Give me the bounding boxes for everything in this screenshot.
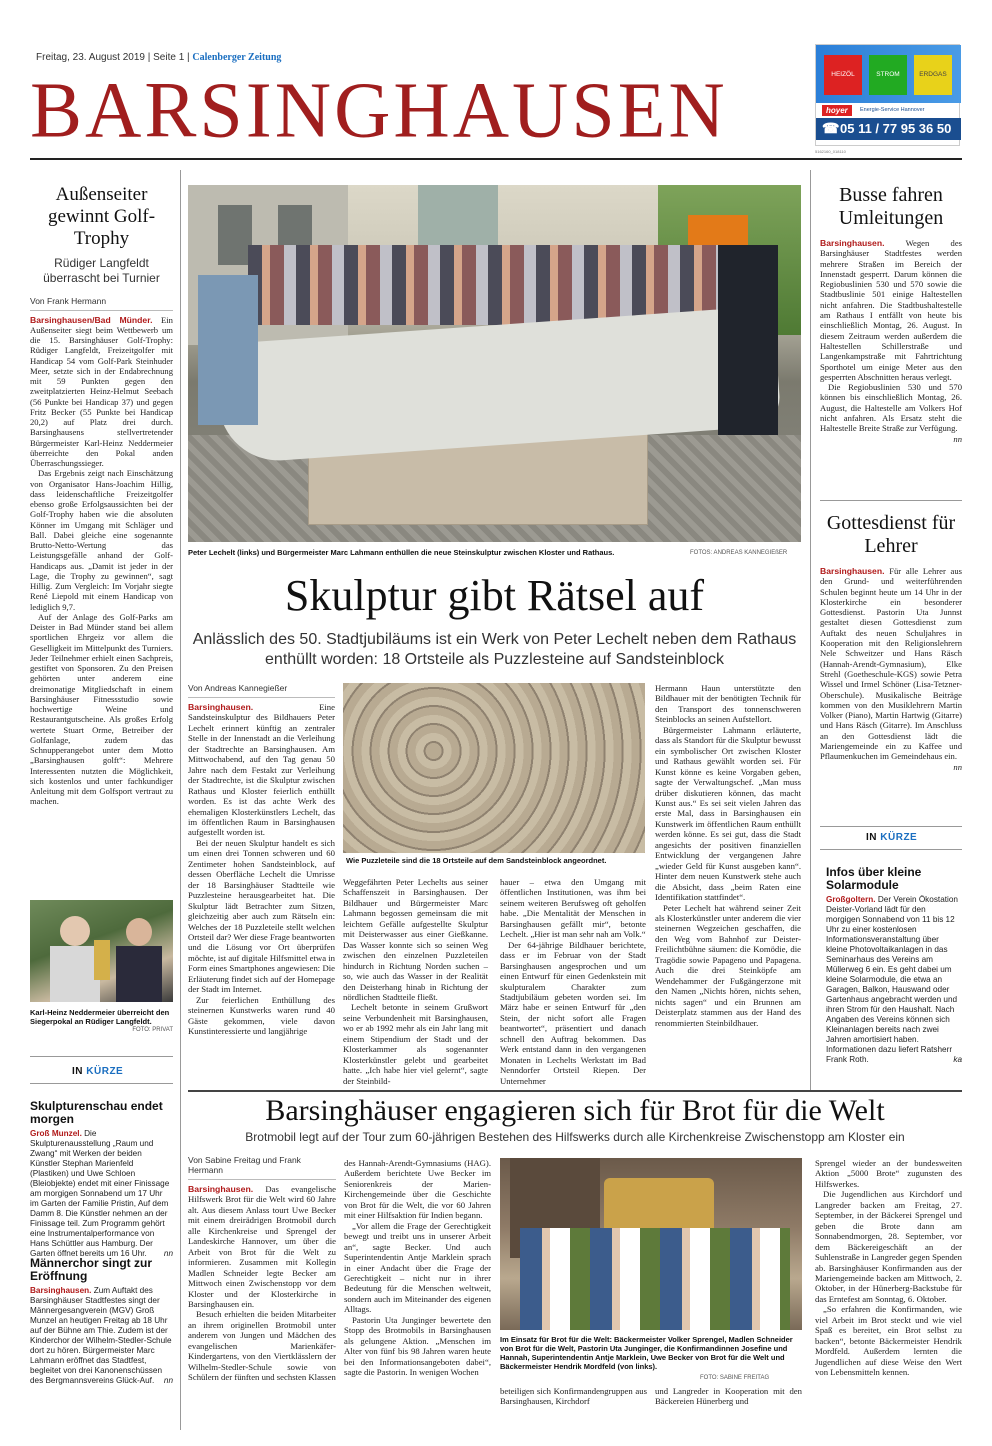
main-c2: Weggefährten Peter Lechelts aus seiner Schaffenszeit in Barsinghausen. Der Bildhauer und Bürgermeister Marc Lahmann begossen gemeinsam die mit leichtem Gefälle aufgestellte Skulptur mit Deisterwasser aus einer Gießkanne. Das Wasser konnte sich so seinen Weg zwischen den einzelnen Puzzleteilen hindurch in Richtung Norden suchen – so, wie auch das Wasser in der Realität den Deisterhang hinab in Richtung der nördlichen Stadtteile fließt.	[343, 877, 488, 1002]
left-brief-1-text: Die Skulpturenausstellung „Raum und Zwang“ mit Werken der beiden Künstler Stephan Marienfeld (Plastiken) und Uwe Schloen (Bleiobjekte) endet mit einer Finissage am morgigen Sonnabend um 17 Uhr im Garten der Familie Pristin, Auf dem Damm 8. Die Künstler nehmen an der Finissage teil. Zum Programm gehört eine Instrumentalperformance von Hans Schüttler aus Hamburg. Der Garten öffnet bereits um 16 Uhr.	[30, 1129, 170, 1258]
main-c1c: Zur feierlichen Enthüllung des steinernen Kunstwerks waren rund 40 Gäste gekommen, viele davon Kunstinteressierte und langjährige	[188, 994, 335, 1037]
ad-slogan: Energie-Service Hannover	[860, 107, 925, 113]
kurz-rule-left-2	[30, 1083, 173, 1084]
brot-c1b: Besuch erhielten die beiden Mitarbeiter an ihrem originellen Brotmobil unter anderem von Jungen und Mädchen des evangelischen Marienkäfer-Kindergartens, von den Viertklässlern der Wilhelm-Stedler-Schule sowie von Schülern der fünften und sechsten Klassen	[188, 1309, 336, 1383]
left-brief-1	[30, 1100, 173, 1259]
left-kurz-label	[72, 1066, 123, 1077]
person-1-head	[60, 916, 90, 946]
hoyer-ad[interactable]	[815, 44, 960, 146]
brot-headline: Barsinghäuser engagieren sich für Brot für die Welt	[265, 1094, 885, 1127]
main-photo-credit: FOTOS: ANDREAS KANNEGIEßER	[690, 550, 788, 556]
left-body	[30, 315, 173, 807]
right-brief-text: Der Verein Ökostation Deister-Vorland lädt für den morgigen Sonnabend von 11 bis 12 Uhr zu einer kostenlosen Informationsveranstaltung über kleine Photovoltaikanlagen in das Seminarhaus des Vereins am Müllerweg 6 ein. Es geht dabei um kleine Solarmodule, die etwa an Garagen, Balkon, Hauswand oder Gartenhaus angebracht werden und ihren Strom für den Haushalt. Nach Angaben des Vereins können sich Kleinanlagen bereits nach zwei Jahren amortisiert haben. Informationen dazu liefert Ratsherr Frank Roth.	[826, 895, 958, 1064]
window-1	[218, 205, 252, 265]
brot-caption: Im Einsatz für Brot für die Welt: Bäckermeister Volker Sprengel, Madlen Schneider von Brot für die Welt, Pastorin Uta Junginger, die Konfirmandinnen Josefine und Hannah, Superintendentin Antje Marklein, Uwe Becker von Brot für die Welt und Bäckermeister Hendrik Mordfeld (von links).	[500, 1335, 793, 1371]
brot-c1: Das evangelische Hilfswerk Brot für die Welt wird 60 Jahre alt. Aus diesem Anlass tourt Uwe Becker mit einem dreirädrigen Brotmobil durch alle Kirchenkreise und Sprengel der Landeskirche Hannover, um über die Arbeit von Brot für die Welt zu informieren. Zusammen mit Kollegin Madlen Schneider legte Becker am Mittwoch einen Zwischenstopp vor dem Kloster und der Klosterkirche in Barsinghausen ein.	[188, 1184, 336, 1309]
right-kurz-rule-2	[820, 849, 962, 850]
brot-col-1-text	[188, 1184, 336, 1383]
brot-subhead: Brotmobil legt auf der Tour zum 60-jährigen Bestehen des Hilfswerks durch alle Kirchenkreise Zwischenstopp am Kloster ein	[245, 1130, 905, 1144]
right-brief-head: Infos über kleine Solarmodule	[826, 865, 922, 892]
left-brief-1-sig: nn	[163, 1249, 173, 1258]
brot-top-rule	[188, 1090, 962, 1092]
brot-credit: FOTO: SABINE FREITAG	[700, 1375, 770, 1381]
ad-phone: 05 11 / 77 95 36 50	[840, 121, 952, 136]
left-brief-1-loc: Groß Munzel.	[30, 1129, 82, 1138]
golf-caption	[30, 1008, 173, 1035]
right-loc-1: Barsinghausen.	[820, 238, 885, 248]
left-brief-2	[30, 1257, 173, 1386]
right-loc-2: Barsinghausen.	[820, 566, 885, 576]
main-c1b: Bei der neuen Skulptur handelt es sich um einen drei Tonnen schweren und 60 Zentimeter hohen Sandsteinblock, auf dessen Oberfläche Lechelt die Umrisse der 18 Barsinghäuser Stadtteile wie Puzzlesteine herausgearbeitet hat. Die Skulptur lädt Betrachter zum Sitzen, gleichzeitig aber auch zum Rätseln ein: Welches der 18 Puzzleteile stellt welchen Ortsteil dar? Wer diese Frage beantworten und die Lösung vor Ort überprüfen möchte, ist auf digitale Hilfsmittel etwa in Form eines Smartphones angewiesen: Die Erläuterung findet sich auf der Homepage der Stadt im Internet.	[188, 837, 335, 995]
right-column	[820, 184, 962, 444]
puzzle-photo	[343, 683, 645, 853]
main-photo-caption: Peter Lechelt (links) und Bürgermeister Marc Lahmann enthüllen die neue Steinskulptur zwischen Kloster und Rathaus.	[188, 548, 615, 557]
ad-tile-strom: STROM	[869, 55, 907, 95]
right-kurz-label	[866, 832, 917, 843]
main-headline: Skulptur gibt Rätsel auf	[284, 571, 705, 620]
golf-photo	[30, 900, 173, 1002]
left-brief-1-body	[30, 1129, 173, 1259]
left-p2: Das Ergebnis zeigt nach Einschätzung von Organisator Hans-Joachim Hillig, dass leidenschaftliche Freizeitgolfer ebenso große Erfolgsaussichten bei der Golf-Trophy haben wie die absoluten Könner im Umgang mit Schläger und Ball. Dabei gleiche eine sogenannte Brutto-Netto-Wertung das Leistungsgefälle anhand der Golf-Handicaps aus. „Damit ist jeder in der Lage, die Trophy zu gewinnen“, sagt Hillig. Zum Vergleich: Im Vorjahr siegte René Liepold mit einem Handicap von lediglich 9,7.	[30, 468, 173, 612]
main-c4: Hermann Haun unterstützte den Bildhauer mit der benötigten Technik für den Transport des tonnenschweren Steinblocks an seinen Aufstellort.	[655, 683, 801, 725]
puzzle-caption: Wie Puzzleteile sind die 18 Ortsteile auf dem Sandsteinblock angeordnet.	[346, 856, 607, 865]
brot-c4: Sprengel wieder an der bundesweiten Aktion „5000 Brote“ zugunsten des Hilfswerkes.	[815, 1158, 962, 1189]
masthead-title: BARSINGHAUSEN	[30, 65, 728, 154]
main-col-1	[188, 683, 335, 1037]
ad-brand: hoyer	[822, 105, 852, 116]
left-brief-2-loc: Barsinghausen.	[30, 1286, 92, 1295]
brot-c2b: „Vor allem die Frage der Gerechtigkeit bewegt und treibt uns in unserer Arbeit an“, sagte Becker. Und auch Superintendentin Antje Marklein sprach in einer Andacht über die Frage der Gerechtigkeit – nicht nur in ihrer Bedeutung für die Menschen weltweit, sondern auch im Miteinander des eigenen Alltags.	[344, 1220, 491, 1315]
right-headline-1: Busse fahren Umleitungen	[838, 184, 944, 229]
ad-code: 5162160_018110	[815, 149, 846, 154]
brot-col-3b: und Langreder in Kooperation mit den Bäckereien Hünerberg und	[655, 1386, 802, 1407]
main-loc: Barsinghausen.	[188, 702, 254, 712]
left-loc: Barsinghausen/Bad Münder.	[30, 314, 153, 325]
main-subhead: Anlässlich des 50. Stadtjubiläums ist ein Werk von Peter Lechelt neben dem Rathaus enthüllt worden: 18 Ortsteile als Puzzlesteine auf Sandsteinblock	[192, 631, 797, 668]
brot-c4c: „So erfahren die Konfirmanden, wie viel Arbeit im Brot steckt und wie viel Spaß es bereitet, ein Brot selbst zu backen“, betonte Bäckermeister Hendrik Mordfeld. Außerdem lernten die Jugendlichen auf diese Weise den Wert von Lebensmitteln kennen.	[815, 1304, 962, 1378]
left-brief-2-text: Zum Auftakt des Barsinghäuser Stadtfestes singt der Männergesangverein (MGV) Groß Munzel an heutigen Freitag ab 18 Uhr auf der Bühne am Thie. Zudem ist der Kinderchor der Wilhelm-Stedler-Schule dort zu hören. Bürgermeister Marc Lahmann eröffnet das Stadtfest, begleitet von drei Kanonenschüssen des Bergmannsvereins Glück-Auf.	[30, 1286, 172, 1385]
left-brief-2-head: Männerchor singt zur Eröffnung	[30, 1256, 153, 1283]
right-text-2	[820, 566, 962, 772]
brot-col-3: beteiligen sich Konfirmandengruppen aus Barsinghausen, Kirchdorf	[500, 1386, 647, 1407]
brot-col-4	[815, 1158, 962, 1378]
main-c4b: Bürgermeister Lahmann erläuterte, dass als Standort für die Skulptur bewusst ein symbolischer Ort zwischen Kloster und Rathaus gewählt worden sei. Für Kunst könne es keine Vorgaben geben, sagte der Verwaltungschef. „Man muss drüber diskutieren können, das macht Kunst aus.“ Es sei seit vielen Jahren das erste Mal, dass in Barsinghausen ein Kunstwerk im öffentlichen Raum enthüllt werden könne. Es sei gut, dass die Stadt angesichts der positiven finanziellen Entwicklung der vergangenen Jahre „wieder Geld für Kunst ausgeben kann“. Hinter dem neuen Kunstwerk stehe auch die Absicht, dass „beim Raten eine Identifikation stattfindet“.	[655, 724, 801, 903]
dateline	[36, 52, 281, 63]
left-p1: Ein Außenseiter siegt beim Wettbewerb um die 15. Barsinghäuser Golf-Trophy: Rüdiger Langfeldt, Freizeitgolfer mit Handicap 54 vom Golf-Park Steinhuder Meer, setzte sich in der Endabrechnung mit 59 Punkten gegen den zweitplatzierten Heinz-Helmut Seebach (56 Punkte bei Handicap 37) und gegen Fritz Becker (55 Punkte bei Handicap 20,2) auf Platz drei durch. Barsinghausens stellvertretender Bürgermeister Karl-Heinz Neddermeier überreichte den Pokal anden Überraschungssieger.	[30, 314, 173, 469]
column-rule-right	[810, 170, 811, 1090]
sculpture-photo	[188, 185, 801, 542]
right-kurz-in: IN	[866, 832, 881, 843]
right-kurz-rule	[820, 826, 962, 827]
right-brief-body	[826, 895, 962, 1065]
masthead-rule	[30, 158, 962, 160]
right-brief	[826, 866, 962, 1065]
crowd	[248, 245, 718, 325]
right-rule-1	[820, 500, 962, 501]
left-brief-2-sig: nn	[163, 1376, 173, 1385]
ad-tile-erdgas: ERDGAS	[914, 55, 952, 95]
main-c4c: Peter Lechelt hat während seiner Zeit als Klosterkünstler unter anderem die vier steinernen Wegzeichen geschaffen, die den Weg vom Bahnhof zur Deister-Freilichtbühne säumen: die Komödie, die Tragödie sowie Papageno und Papagena. Auch die drei Steinköpfe am Wendehammer der Fußgängerzone mit den Namen „Nichts hören, nichts sehen, nichts sagen“ und ein Brunnen am Deisterplatz stammen aus der Hand des renommierten Steinbildhauer.	[655, 902, 801, 1028]
ad-tile-heizoel: HEIZÖL	[824, 55, 862, 95]
group-people	[520, 1228, 790, 1330]
left-headline: Außenseiter gewinnt Golf-Trophy	[47, 184, 156, 249]
main-c1: Eine Sandsteinskulptur des Bildhauers Peter Lechelt erinnert künftig an zentraler Stelle in der Innenstadt an die Verleihung der Stadtrechte an Barsinghausen. Am Mittwochabend, auf den Tag genau 50 Jahre nach dem Festakt zur Verleihung der Stadtrechte, ist die Skulptur zwischen Rathaus und Kloster feierlich enthüllt worden. Es ist das achte Werk des ehemaligen Klosterkünstlers Lechelt, das im öffentlichen Raum in Barsinghausen aufgestellt worden ist.	[188, 702, 335, 838]
left-brief-1-head: Skulpturenschau endet morgen	[30, 1099, 163, 1126]
left-kurz-word: KÜRZE	[86, 1066, 124, 1077]
brot-c2c: Pastorin Uta Junginger bewertete den Stopp des Brotmobils in Barsinghausen als gelungene Aktion. „Menschen im Alter von fünf bis 98 Jahren waren heute bei den Informationsangeboten dabei“, sagte die Pastorin. In wenigen Wochen	[344, 1314, 491, 1378]
main-byline: Von Andreas Kannegießer	[188, 683, 335, 698]
person-2-body	[116, 946, 162, 1002]
brot-c2: des Hannah-Arendt-Gymnasiums (HAG). Außerdem berichtete Uwe Becker im Seniorenkreis der Marien-Kirchengemeinde über die Geschichte von Brot für die Welt, die vor 60 Jahren mit einer Hilfsaktion für Indien begann.	[344, 1158, 491, 1221]
right-r1: Wegen des Barsinghäuser Stadtfestes werden mehrere Straßen im Bereich der Innenstadt gesperrt. Darum können die Regiobuslinien 530 und 570 sowie die Stadtbuslinie 501 einige Haltestellen nicht anfahren. Die Stadtbushaltestelle am Rathaus I entfällt von heute bis einschließlich Montag, 26. August. In diesem Zeitraum werden außerdem die Haltestellen Schillerstraße und Langenkampstraße mit Fahrtrichtung Sporthotel um einige Meter aus den gesperrten Abschnitten heraus verlegt.	[820, 238, 963, 382]
left-kurz-in: IN	[72, 1066, 87, 1077]
right-headline-2: Gottesdienst für Lehrer	[826, 512, 956, 557]
mayor	[718, 245, 778, 435]
main-col-1-text	[188, 702, 335, 1037]
left-brief-2-body	[30, 1286, 173, 1386]
trophy	[94, 940, 110, 980]
left-subhead: Rüdiger Langfeldt überrascht bei Turnier	[43, 255, 160, 285]
right-article-2	[820, 512, 962, 772]
right-kurz-word: KÜRZE	[880, 832, 918, 843]
brot-col-1	[188, 1155, 336, 1383]
sculptor	[198, 275, 258, 425]
brot-col-2	[344, 1158, 491, 1378]
dateline-text: Freitag, 23. August 2019 | Seite 1 |	[36, 52, 190, 63]
golf-credit: FOTO: PRIVAT	[132, 1027, 173, 1033]
right-text-1	[820, 238, 963, 444]
right-r2-sig: nn	[953, 761, 962, 772]
left-byline: Von Frank Hermann	[30, 296, 173, 311]
brot-loc: Barsinghausen.	[188, 1184, 254, 1194]
brot-photo	[500, 1158, 802, 1330]
right-brief-sig: ka	[953, 1055, 962, 1064]
ad-phone-icon: ☎	[822, 120, 840, 136]
right-r1b: Die Regiobuslinien 530 und 570 können bis einschließlich Montag, 26. August, die Haltestelle am Volkers Hof nicht anfahren. Als Ersatz steht die Haltestelle Breite Straße zur Verfügung.	[820, 382, 962, 434]
kurz-rule-left	[30, 1056, 173, 1057]
left-column	[30, 184, 173, 807]
brot-c4b: Die Jugendlichen aus Kirchdorf und Langreder backen am Freitag, 27. September, in der Bäckerei Sprengel und geben die Brote dann am Sonnabendmorgen, 28. September, vor dem Bäckereigeschäft an der Suhlenstraße in Langreder gegen Spenden ab. Barsinghäuser Konfirmanden aus der Mariengemeinde backen am Mittwoch, 2. Oktober, in der Hünerberg-Backstube für das Erntefest am Sonntag, 6. Oktober.	[815, 1189, 962, 1304]
right-r1-sig: nn	[953, 433, 962, 444]
main-col-4	[655, 683, 801, 1028]
right-brief-loc: Großgoltern.	[826, 895, 876, 904]
person-2-head	[126, 918, 152, 946]
golf-caption-text: Karl-Heinz Neddermeier überreicht den Siegerpokal an Rüdiger Langfeldt.	[30, 1008, 170, 1026]
main-c3b: Der 64-jährige Bildhauer berichtete, dass er im Februar von der Stadt Barsinghausen angesprochen und um einen Entwurf für einen Gedenkstein mit skulpturalem Charakter zum Stadtjubiläum gebeten worden sei. Im März habe er seinen Entwurf für „den Stein, der nicht sofort alle Fragen beantwortet“, präsentiert und danach schnell den Auftrag bekommen. Das Werk entstand dann in den vergangenen Monaten in Lechelts Werkstatt im Bad Nenndorfer Ortsteil Riepen. Der Unternehmer	[500, 939, 646, 1086]
main-c3: hauer – etwa den Umgang mit öffentlichen Institutionen, was ihm bei seinem weiteren Berufsweg oft geholfen habe. „Die Mentalität der Menschen in Barsinghausen gefällt mir“, betonte Lechelt. „Hier ist man sehr nah am Volk.“	[500, 877, 646, 940]
main-col-2	[343, 877, 488, 1086]
main-col-3	[500, 877, 646, 1086]
person-1-body	[50, 946, 100, 1002]
paper-name: Calenberger Zeitung	[192, 52, 282, 63]
main-c2b: Lechelt betonte in seinem Grußwort seine Verbundenheit mit Barsinghausen, wo er ab 1992 mehr als ein Jahr lang mit einem Stipendium der Stadt und der Klosterkammer als sogenannter Klosterkünstler gelebt und gearbeitet hatte. „Ich habe hier viel gelernt“, sagte der Steinbild-	[343, 1002, 488, 1086]
crane	[688, 215, 748, 245]
column-rule-left	[180, 170, 181, 1430]
left-p3: Auf der Anlage des Golf-Parks am Deister in Bad Münder stand bei allem sportlichen Ehrgeiz vor allem die Geselligkeit im Mittelpunkt des Turniers. Jeder Teilnehmer erhielt einen Sachpreis, gestiftet von Sponsoren. Zu den Preisen gehörten unter anderem eine dreimonatige Mitgliedschaft in einem Barsinghäuser Fitnessstudio sowie hochwertige Weine und Restaurantgutscheine. Als großes Erfolg wertete Stuart Orme, Betreiber der Golfanlage, zudem das Schnupperangebot unter dem Motto „Barsinghausen golft“: Mehrere Interessenten nutzten die Möglichkeit, sich kostenlos und unter fachkundiger Anleitung mit dem Golfsport vertraut zu machen.	[30, 611, 173, 807]
right-r2: Für alle Lehrer aus den Grund- und weiterführenden Schulen beginnt heute um 14 Uhr in der Klosterkirche ein besonderer Gottesdienst. Pastorin Uta Junnst gestaltet diesen Gottesdienst zum Auftakt des neuen Schuljahres in Kooperation mit den Religionslehrern Nele Schweitzer und Hans Räsch (Hannah-Arendt-Gymnasium), Elke Strehl (Goetheschule-KGS) sowie Petra Wissel und Irmel Schöner (Lisa-Tetzner-Oberschule). Musikalische Beiträge kommen von den Musiklehrern Martin Volker (Piano), Martin Hartwig (Gitarre) und Hans Räsch (Gitarre). Im Anschluss an den Gottesdienst lädt die Mariengemeinde ein zu Kaffee und Pflaumenkuchen im Gemeindehaus ein.	[820, 566, 962, 762]
brot-byline: Von Sabine Freitag und Frank Hermann	[188, 1155, 336, 1180]
